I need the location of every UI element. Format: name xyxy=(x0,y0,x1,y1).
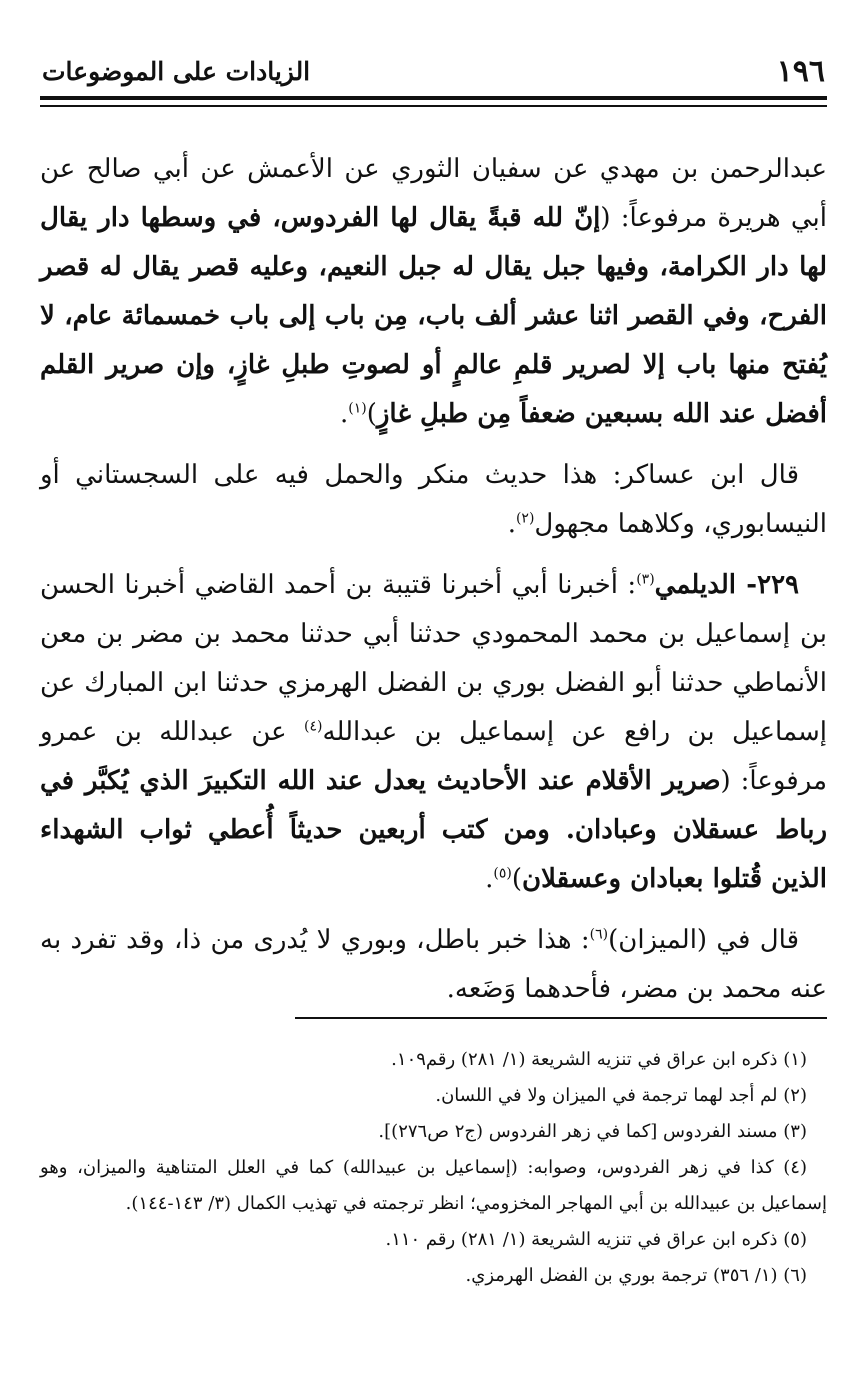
main-text xyxy=(40,145,827,1029)
isnad-text-cont: عن عبدالله بن عمرو مرفوعاً: ( xyxy=(40,717,827,796)
closing-paren: ) xyxy=(511,864,523,894)
footnote-3: (٣) مسند الفردوس [كما في زهر الفردوس (ج٢ ص٢٧٦)]. xyxy=(378,1121,807,1142)
comment-text: قال ابن عساكر: هذا حديث منكر والحمل فيه على السجستاني أو النيسابوري، وكلاهما مجهول xyxy=(40,460,827,539)
hadith-matn: صرير الأقلام عند الأحاديث يعدل عند الله التكبيرَ الذي يُكبَّر في رباط عسقلان وعبادان. ومن كتب أربعين حديثاً أُعطي ثواب الشهداء الذين قُتلوا بعبادان وعسقلان xyxy=(40,766,827,894)
footnote-4: (٤) كذا في زهر الفردوس، وصوابه: (إسماعيل بن عبيدالله) كما في العلل المتناهية والميزان، وهو إسماعيل بن عبيدالله بن أبي المهاجر المخزومي؛ انظر ترجمته في تهذيب الكمال (٣/ ١٤٣-١٤٤). xyxy=(40,1157,827,1214)
running-title: الزيادات على الموضوعات xyxy=(42,57,311,86)
isnad-text: : أخبرنا أبي أخبرنا قتيبة بن أحمد القاضي أخبرنا الحسن بن إسماعيل بن محمد المحمودي حدثنا أبي حدثنا محمد بن مضر بن معن الأنماطي حدثنا أبو الفضل بوري بن الفضل الهرمزي حدثنا ابن المبارك عن إسماعيل بن رافع عن إسماعيل بن عبدالله xyxy=(40,570,827,747)
footnote-5: (٥) ذكره ابن عراق في تنزيه الشريعة (١/ ٢٨١) رقم ١١٠. xyxy=(385,1229,807,1250)
footnote-ref-3: (٣) xyxy=(636,571,655,588)
footnote-6: (٦) (١/ ٣٥٦) ترجمة بوري بن الفضل الهرمزي. xyxy=(465,1265,807,1286)
isnad-text: عبدالرحمن بن مهدي عن سفيان الثوري عن الأعمش عن أبي صالح عن أبي هريرة مرفوعاً: ( xyxy=(40,154,828,233)
period: . xyxy=(339,399,349,429)
comment-text: قال في (الميزان) xyxy=(608,925,800,955)
footnote-2: (٢) لم أجد لهما ترجمة في الميزان ولا في اللسان. xyxy=(435,1085,807,1106)
header-rule xyxy=(40,96,827,107)
footnote-ref-5: (٥) xyxy=(493,865,512,882)
page-header xyxy=(40,52,827,92)
paragraph-hadith-ferdous xyxy=(40,145,827,439)
paragraph-ibn-asakir xyxy=(40,451,827,549)
footnotes xyxy=(40,1042,827,1294)
footnote-ref-4: (٤) xyxy=(304,718,323,735)
hadith-matn: إنّ لله قبةً يقال لها الفردوس، في وسطها دار يقال لها دار الكرامة، وفيها جبل يقال له جبل النعيم، وعليه قصر يقال له قصر الفرح، وفي القصر اثنا عشر ألف باب، مِن باب إلى باب خمسمائة عام، لا يُفتح منها باب إلا لصرير قلمِ عالمٍ أو لصوتِ طبلِ غازٍ، وإن صرير القلم أفضل عند الله بسبعين ضعفاً مِن طبلِ غازٍ xyxy=(40,203,827,429)
period: . xyxy=(485,864,494,894)
page-number: ١٩٦ xyxy=(776,54,825,89)
period: . xyxy=(507,509,516,539)
closing-paren: ) xyxy=(366,399,377,429)
paragraph-mizan xyxy=(40,916,827,1014)
footnote-ref-2: (٢) xyxy=(515,510,535,527)
paragraph-entry-229 xyxy=(40,561,827,904)
book-page xyxy=(40,0,827,1386)
comment-text-cont: : هذا خبر باطل، وبوري لا يُدرى من ذا، وقد تفرد به عنه محمد بن مضر، فأحدهما وَضَعه. xyxy=(40,925,827,1004)
footnote-ref-6: (٦) xyxy=(589,926,609,943)
footnote-1: (١) ذكره ابن عراق في تنزيه الشريعة (١/ ٢٨١) رقم١٠٩. xyxy=(391,1049,807,1070)
entry-heading: ٢٢٩- الديلمي xyxy=(654,570,800,600)
footnote-ref-1: (١) xyxy=(348,400,367,417)
footnote-separator xyxy=(295,1017,827,1019)
